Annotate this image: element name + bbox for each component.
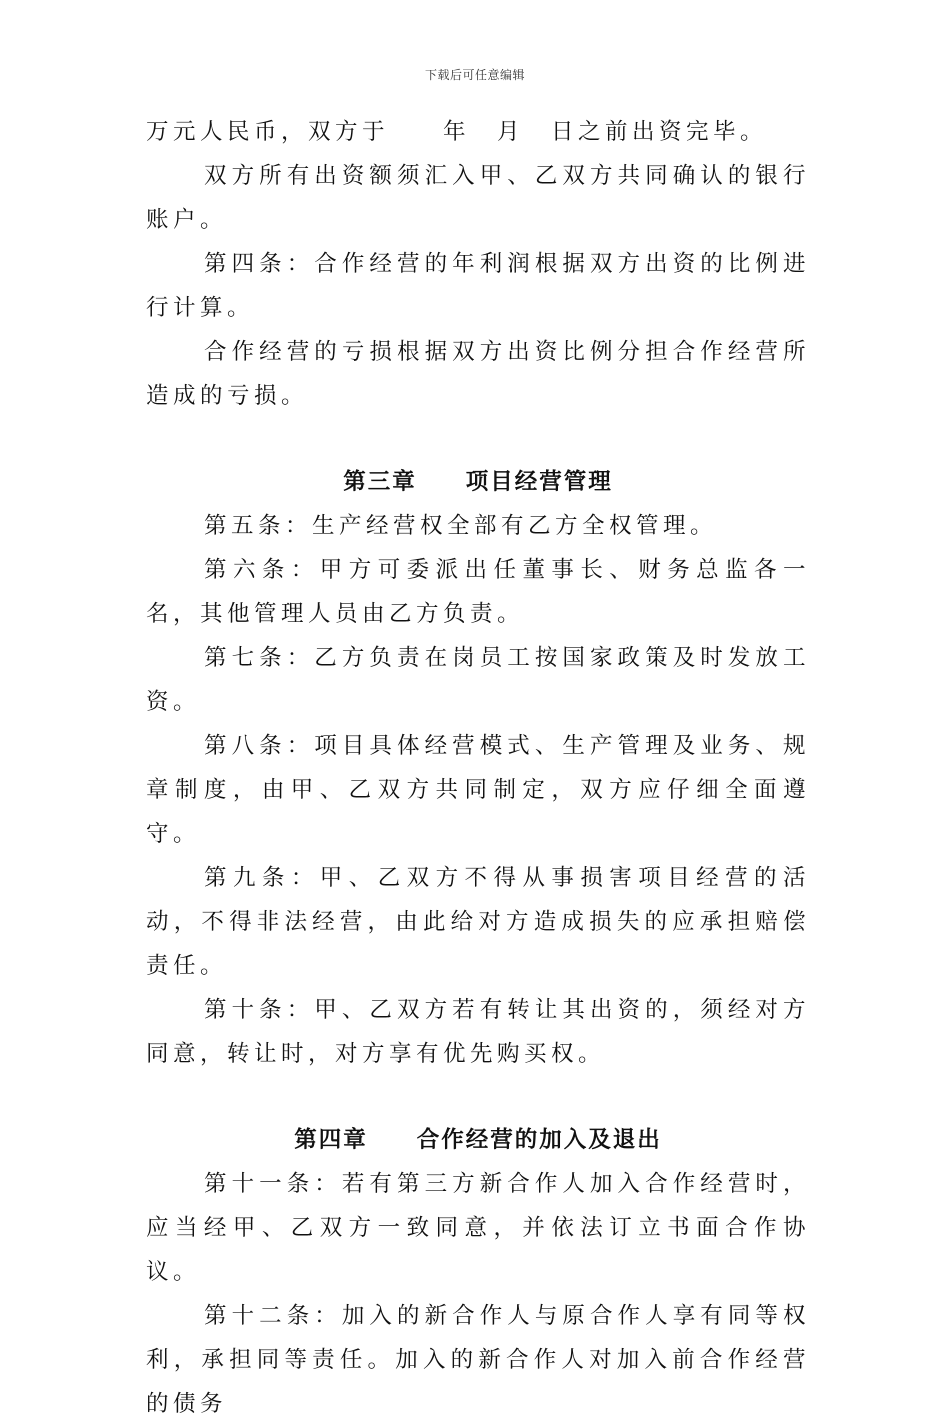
- section-spacer: [146, 418, 810, 460]
- article-6: 第六条：甲方可委派出任董事长、财务总监各一名，其他管理人员由乙方负责。: [146, 557, 810, 627]
- chapter-4-heading: 第四章 合作经营的加入及退出: [294, 1127, 662, 1153]
- article-12: 第十二条：加入的新合作人与原合作人享有同等权利，承担同等责任。加入的新合作人对加入前合作经营的债务: [146, 1303, 810, 1417]
- paragraph-capital-deadline: 万元人民币，双方于 年 月 日之前出资完毕。: [146, 119, 768, 145]
- article-8: 第八条：项目具体经营模式、生产管理及业务、规章制度，由甲、乙双方共同制定，双方应仔细全面遵守。: [146, 733, 810, 847]
- paragraph-bank-account: 双方所有出资额须汇入甲、乙双方共同确认的银行账户。: [146, 163, 810, 233]
- chapter-3-heading: 第三章 项目经营管理: [343, 469, 613, 495]
- page-header-note: 下载后可任意编辑: [424, 68, 525, 82]
- paragraph-loss-sharing: 合作经营的亏损根据双方出资比例分担合作经营所造成的亏损。: [146, 339, 810, 409]
- article-7: 第七条：乙方负责在岗员工按国家政策及时发放工资。: [146, 645, 810, 715]
- document-body: [146, 110, 810, 1426]
- article-11: 第十一条：若有第三方新合作人加入合作经营时，应当经甲、乙双方一致同意，并依法订立书面合作协议。: [146, 1171, 810, 1285]
- article-10: 第十条：甲、乙双方若有转让其出资的，须经对方同意，转让时，对方享有优先购买权。: [146, 997, 810, 1067]
- article-4-profit: 第四条：合作经营的年利润根据双方出资的比例进行计算。: [146, 251, 810, 321]
- article-5: 第五条：生产经营权全部有乙方全权管理。: [204, 513, 718, 539]
- section-spacer: [146, 1076, 810, 1118]
- article-9: 第九条：甲、乙双方不得从事损害项目经营的活动，不得非法经营，由此给对方造成损失的应承担赔偿责任。: [146, 865, 810, 979]
